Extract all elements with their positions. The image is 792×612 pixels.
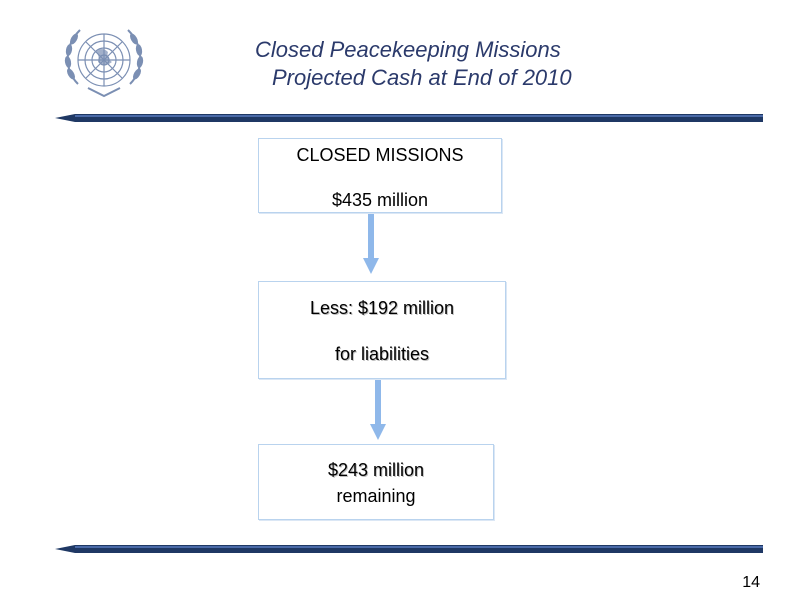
remaining-amount: $243 million [327, 460, 425, 480]
bottom-divider [55, 545, 763, 553]
remaining-box [258, 444, 494, 520]
title-line-1: Closed Peacekeeping Missions [255, 37, 561, 62]
closed-missions-box [258, 138, 502, 213]
title-line-2: Projected Cash at End of 2010 [272, 65, 572, 90]
remaining-label: remaining [336, 486, 416, 506]
down-arrow-icon [361, 214, 381, 274]
down-arrow-icon [368, 380, 388, 440]
liabilities-label: for liabilities [334, 344, 430, 364]
un-emblem-icon [58, 18, 150, 106]
liabilities-amount: Less: $192 million [309, 298, 455, 318]
top-divider [55, 114, 763, 122]
slide-title [200, 36, 680, 92]
liabilities-box [258, 281, 506, 379]
closed-missions-amount: $435 million [331, 190, 429, 210]
closed-missions-label: CLOSED MISSIONS [296, 145, 464, 165]
page-number: 14 [742, 574, 760, 591]
